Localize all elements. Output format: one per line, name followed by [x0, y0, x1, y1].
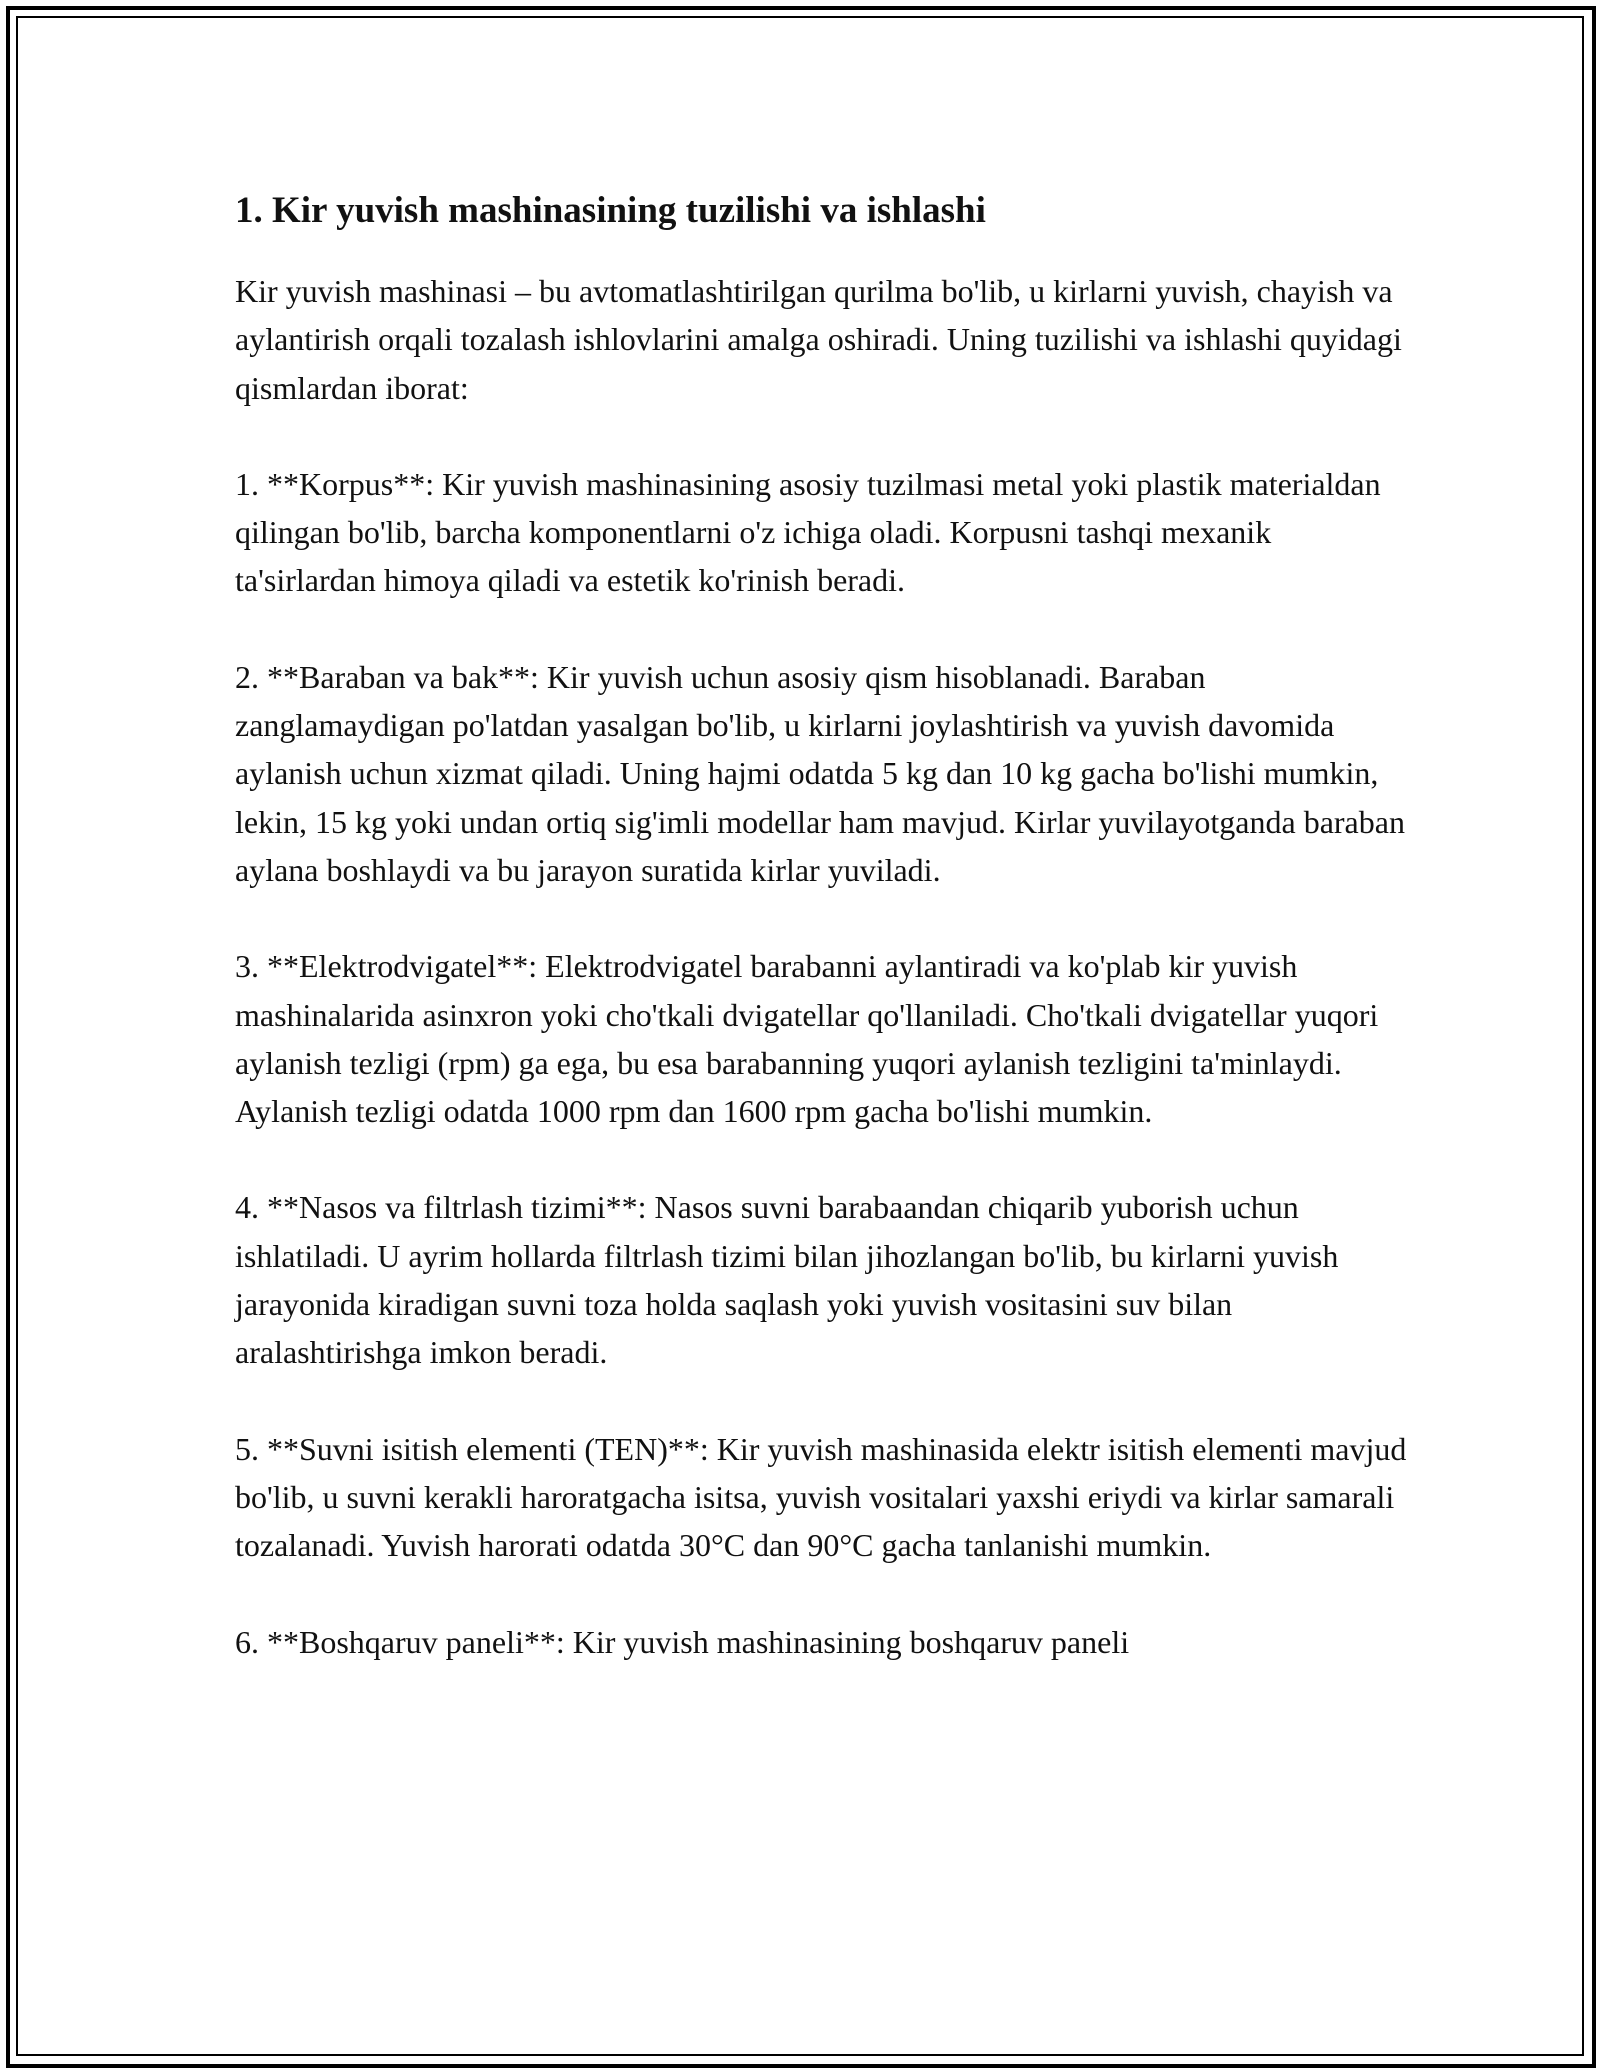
paragraph-suvni-isitish: 5. **Suvni isitish elementi (TEN)**: Kir yuvish mashinasida elektr isitish elementi mavjud bo'lib, u suvni kerakli haroratgacha isitsa, yuvish vositalari yaxshi eriydi va kirlar samarali tozalanadi. Yuvish harorati odatda 30°C dan 90°C gacha tanlanishi mumkin.	[235, 1430, 1407, 1564]
paragraph-boshqaruv-paneli: 6. **Boshqaruv paneli**: Kir yuvish mashinasining boshqaruv paneli	[235, 1623, 1130, 1660]
intro-paragraph: Kir yuvish mashinasi – bu avtomatlashtirilgan qurilma bo'lib, u kirlarni yuvish, chayish va aylantirish orqali tozalash ishlovlarini amalga oshiradi. Uning tuzilishi va ishlashi quyidagi qismlardan iborat:	[235, 273, 1402, 406]
paragraph-baraban-va-bak: 2. **Baraban va bak**: Kir yuvish uchun asosiy qism hisoblanadi. Baraban zanglamaydigan po'latdan yasalgan bo'lib, u kirlarni joylashtirish va yuvish davomida aylanish uchun xizmat qiladi. Uning hajmi odatda 5 kg dan 10 kg gacha bo'lishi mumkin, lekin, 15 kg yoki undan ortiq sig'imli modellar ham mavjud. Kirlar yuvilayotganda baraban aylana boshlaydi va bu jarayon suratida kirlar yuviladi.	[235, 658, 1405, 888]
document-body	[235, 185, 1415, 1666]
paragraph-elektrodvigatel: 3. **Elektrodvigatel**: Elektrodvigatel barabanni aylantiradi va ko'plab kir yuvish mashinalarida asinxron yoki cho'tkali dvigatellar qo'llaniladi. Cho'tkali dvigatellar yuqori aylanish tezligi (rpm) ga ega, bu esa barabanning yuqori aylanish tezligini ta'minlaydi. Aylanish tezligi odatda 1000 rpm dan 1600 rpm gacha bo'lishi mumkin.	[235, 948, 1379, 1130]
paragraph-nasos-va-filtrlash: 4. **Nasos va filtrlash tizimi**: Nasos suvni barabaandan chiqarib yuborish uchun ishlatiladi. U ayrim hollarda filtrlash tizimi bilan jihozlangan bo'lib, bu kirlarni yuvish jarayonida kiradigan suvni toza holda saqlash yoki yuvish vositasini suv bilan aralashtirishga imkon beradi.	[235, 1189, 1339, 1371]
document-title: 1. Kir yuvish mashinasining tuzilishi va ishlashi	[235, 190, 986, 231]
paragraph-korpus: 1. **Korpus**: Kir yuvish mashinasining asosiy tuzilmasi metal yoki plastik materialdan qilingan bo'lib, barcha komponentlarni o'z ichiga oladi. Korpusni tashqi mexanik ta'sirlardan himoya qiladi va estetik ko'rinish beradi.	[235, 465, 1381, 599]
